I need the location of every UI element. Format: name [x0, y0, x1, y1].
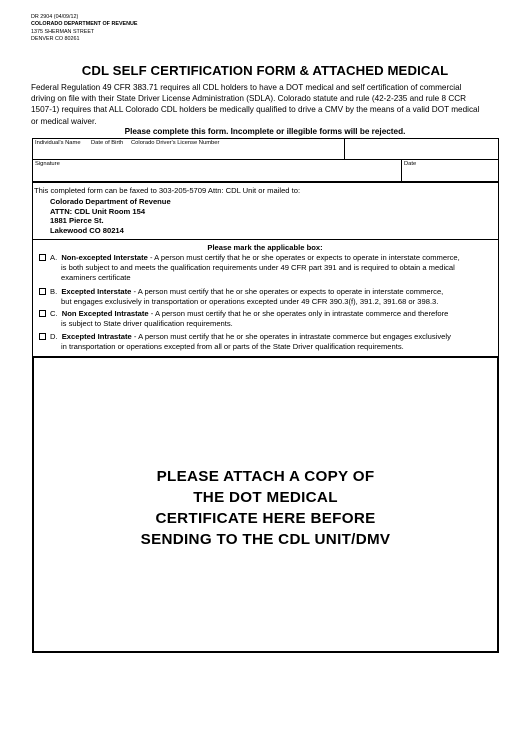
medical-certificate-attachment-area [32, 356, 499, 653]
option-b-continued: but engages exclusively in transportation or operations excepted under 49 CFR 390.3(f), 391.2, 391.68 or 398.3. [61, 296, 439, 306]
option-b [39, 287, 519, 307]
option-c-name: Non Excepted Intrastate [61, 309, 149, 318]
option-b-checkbox[interactable] [39, 288, 46, 295]
options-title: Please mark the applicable box: [207, 243, 323, 252]
form-title: CDL SELF CERTIFICATION FORM & ATTACHED MEDICAL [81, 63, 449, 78]
option-b-name: Excepted Interstate [61, 287, 132, 296]
department-city: DENVER CO 80261 [31, 36, 80, 43]
intro-line: Federal Regulation 49 CFR 383.71 requires all CDL holders to have a DOT medical and self certification of commercial [31, 83, 462, 92]
option-a [39, 253, 519, 282]
option-a-letter: A. [50, 253, 58, 262]
department-street: 1375 SHERMAN STREET [31, 28, 95, 35]
option-c-checkbox[interactable] [39, 310, 46, 317]
option-d-letter: D. [50, 332, 58, 341]
option-d [39, 332, 519, 352]
license-field-label: Colorado Driver's License Number [131, 140, 220, 146]
intro-paragraph [31, 82, 511, 127]
signature-field-label: Signature [35, 161, 60, 167]
name-field-label: Individual's Name [35, 140, 81, 146]
attach-line: THE DOT MEDICAL [193, 489, 338, 506]
address-line: Lakewood CO 80214 [50, 225, 124, 235]
section-divider [33, 239, 498, 240]
date-field-label: Date [404, 161, 417, 167]
fax-instructions: This completed form can be faxed to 303-205-5709 Attn: CDL Unit or mailed to: [34, 186, 301, 195]
option-a-checkbox[interactable] [39, 254, 46, 261]
option-d-text: - A person must certify that he or she operates in intrastate commerce but engages exclusively [131, 332, 451, 341]
address-line: Colorado Department of Revenue [50, 197, 171, 206]
department-name: COLORADO DEPARTMENT OF REVENUE [31, 21, 138, 28]
option-c-text: - A person must certify that he or she operates only in intrastate commerce and therefore [148, 309, 449, 318]
intro-line: driving on file with their State Driver License Administration (SDLA). Colorado statute and rule (42-2-235 and rule 8 CCR [31, 94, 467, 104]
attach-line: PLEASE ATTACH A COPY OF [156, 468, 375, 485]
license-number-input[interactable] [345, 139, 498, 159]
attach-line: SENDING TO THE CDL UNIT/DMV [140, 531, 391, 548]
signature-row [32, 159, 499, 182]
option-a-name: Non-excepted Interstate [61, 253, 148, 262]
mailing-address [50, 197, 171, 235]
option-d-name: Excepted Intrastate [61, 332, 132, 341]
option-a-continued: is both subject to and meets the qualification requirements under 49 CFR part 391 and is required to obtain a medical [61, 262, 455, 272]
option-b-letter: B. [50, 287, 58, 296]
identity-row [32, 138, 499, 160]
address-line: ATTN: CDL Unit Room 154 [50, 206, 146, 216]
option-d-checkbox[interactable] [39, 333, 46, 340]
option-a-continued: examiners certificate [61, 272, 131, 282]
signature-input[interactable] [33, 160, 401, 181]
option-c-continued: is subject to State driver qualification requirements. [61, 318, 233, 328]
completion-notice: Please complete this form. Incomplete or illegible forms will be rejected. [124, 127, 406, 136]
option-c [39, 309, 519, 329]
identity-input-area[interactable] [33, 139, 344, 159]
attach-instructions [34, 466, 497, 550]
form-number: DR 2904 (04/09/12) [31, 14, 79, 20]
form-header [31, 14, 138, 44]
option-b-text: - A person must certify that he or she operates or expects to operate in interstate commerce, [131, 287, 444, 296]
intro-line: 1507-1) requires that ALL Colorado CDL holders be medically qualified to drive a CMV by the means of a valid DOT medical [31, 105, 480, 115]
date-input[interactable] [402, 160, 498, 181]
attach-line: CERTIFICATE HERE BEFORE [155, 510, 376, 527]
intro-line: or medical waiver. [31, 116, 97, 126]
option-c-letter: C. [50, 309, 58, 318]
address-line: 1881 Pierce St. [50, 216, 104, 226]
option-a-text: - A person must certify that he or she operates or expects to operate in interstate commerce, [147, 253, 460, 262]
dob-field-label: Date of Birth [91, 140, 124, 146]
option-d-continued: in transportation or operations excepted from all or parts of the State Driver qualification requirements. [61, 341, 404, 351]
